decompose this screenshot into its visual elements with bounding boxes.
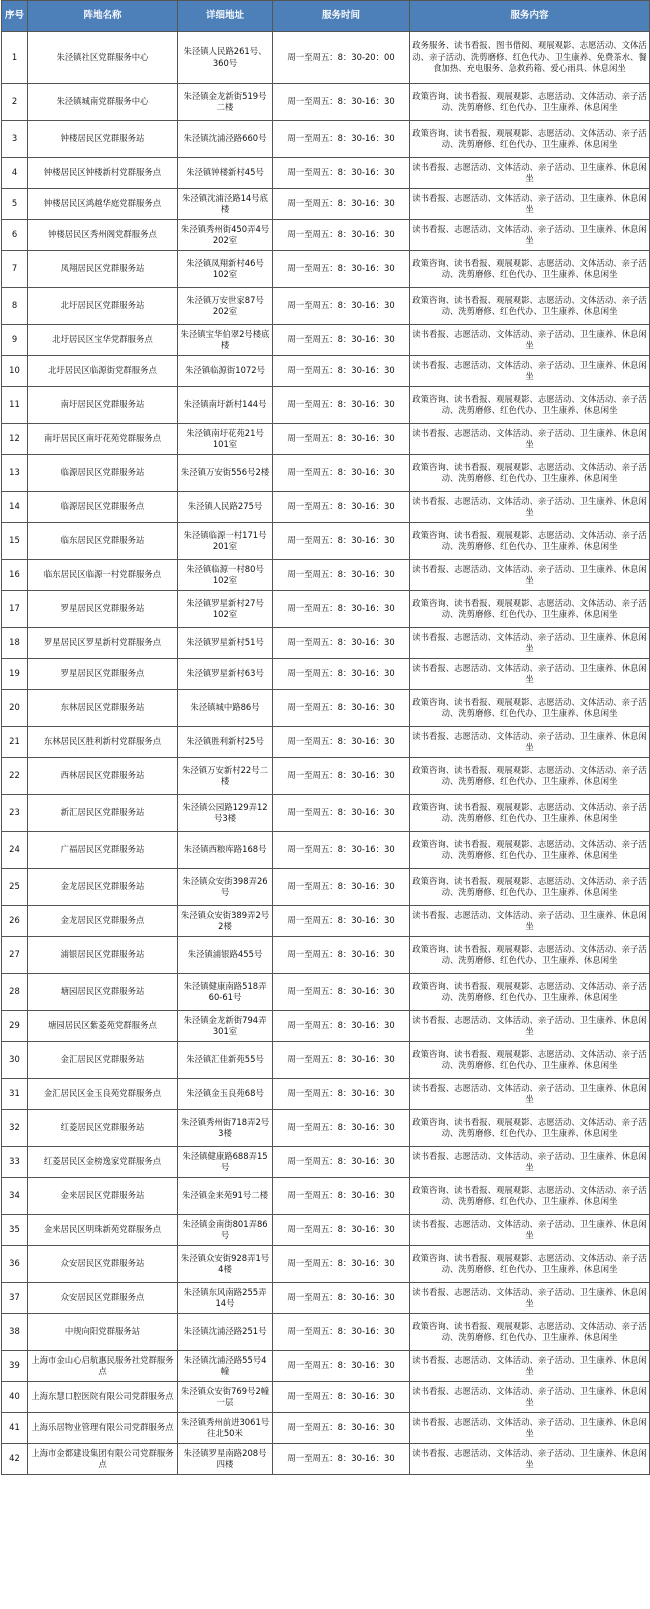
cell-service-content: 政策咨询、读书看报、观展观影、志愿活动、文体活动、亲子活动、洗剪磨修、红色代办、卫生康养、休息闲坐 [410, 1042, 650, 1079]
cell-site-name: 南圩居民区南圩花苑党群服务点 [28, 424, 178, 455]
cell-site-name: 中规向阳党群服务站 [28, 1314, 178, 1351]
cell-service-time: 周一至周五：8：30-16：30 [273, 1079, 410, 1110]
table-row [2, 1079, 650, 1110]
cell-site-name: 红菱居民区金榜逸家党群服务点 [28, 1147, 178, 1178]
cell-index: 11 [2, 387, 28, 424]
cell-service-time: 周一至周五：8：30-16：30 [273, 1178, 410, 1215]
cell-index: 1 [2, 32, 28, 84]
cell-address: 朱泾镇东风南路255弄14号 [178, 1283, 273, 1314]
cell-address: 朱泾镇公园路129弄12号3楼 [178, 795, 273, 832]
table-row [2, 251, 650, 288]
cell-index: 27 [2, 937, 28, 974]
table-row [2, 1283, 650, 1314]
cell-service-time: 周一至周五：8：30-16：30 [273, 1314, 410, 1351]
cell-index: 13 [2, 455, 28, 492]
table-row [2, 158, 650, 189]
cell-service-time: 周一至周五：8：30-16：30 [273, 1011, 410, 1042]
cell-site-name: 临源居民区党群服务点 [28, 492, 178, 523]
cell-index: 22 [2, 758, 28, 795]
cell-service-content: 政策咨询、读书看报、观展观影、志愿活动、文体活动、亲子活动、洗剪磨修、红色代办、卫生康养、休息闲坐 [410, 1246, 650, 1283]
table-row [2, 560, 650, 591]
table-row [2, 84, 650, 121]
cell-service-content: 政策咨询、读书看报、观展观影、志愿活动、文体活动、亲子活动、洗剪磨修、红色代办、卫生康养、休息闲坐 [410, 758, 650, 795]
table-row [2, 1413, 650, 1444]
table-row [2, 1215, 650, 1246]
cell-service-time: 周一至周五：8：30-16：30 [273, 424, 410, 455]
cell-address: 朱泾镇万安街556号2楼 [178, 455, 273, 492]
cell-service-content: 政策咨询、读书看报、观展观影、志愿活动、文体活动、亲子活动、洗剪磨修、红色代办、卫生康养、休息闲坐 [410, 1314, 650, 1351]
cell-service-time: 周一至周五：8：30-16：30 [273, 220, 410, 251]
cell-index: 39 [2, 1351, 28, 1382]
cell-site-name: 钟楼居民区钟楼新村党群服务点 [28, 158, 178, 189]
cell-service-content: 政策咨询、读书看报、观展观影、志愿活动、文体活动、亲子活动、洗剪磨修、红色代办、卫生康养、休息闲坐 [410, 937, 650, 974]
cell-index: 37 [2, 1283, 28, 1314]
cell-service-time: 周一至周五：8：30-16：30 [273, 288, 410, 325]
table-row [2, 937, 650, 974]
table-row [2, 591, 650, 628]
cell-address: 朱泾镇人民路261号、360号 [178, 32, 273, 84]
cell-service-content: 政策咨询、读书看报、观展观影、志愿活动、文体活动、亲子活动、洗剪磨修、红色代办、卫生康养、休息闲坐 [410, 1110, 650, 1147]
cell-site-name: 新汇居民区党群服务站 [28, 795, 178, 832]
cell-site-name: 临源居民区党群服务站 [28, 455, 178, 492]
cell-site-name: 钟楼居民区鸿越华庭党群服务点 [28, 189, 178, 220]
cell-service-time: 周一至周五：8：30-16：30 [273, 455, 410, 492]
cell-service-time: 周一至周五：8：30-16：30 [273, 189, 410, 220]
cell-address: 朱泾镇临源一村171号201室 [178, 523, 273, 560]
cell-site-name: 金汇居民区党群服务站 [28, 1042, 178, 1079]
cell-address: 朱泾镇众安街769号2幢一层 [178, 1382, 273, 1413]
cell-address: 朱泾镇南圩花苑21号101室 [178, 424, 273, 455]
cell-service-time: 周一至周五：8：30-16：30 [273, 1246, 410, 1283]
cell-service-content: 政策咨询、读书看报、观展观影、志愿活动、文体活动、亲子活动、洗剪磨修、红色代办、卫生康养、休息闲坐 [410, 690, 650, 727]
header-address: 详细地址 [178, 1, 273, 32]
cell-service-time: 周一至周五：8：30-16：30 [273, 869, 410, 906]
cell-address: 朱泾镇众安街389弄2号2楼 [178, 906, 273, 937]
cell-service-time: 周一至周五：8：30-16：30 [273, 325, 410, 356]
cell-site-name: 广福居民区党群服务站 [28, 832, 178, 869]
cell-index: 31 [2, 1079, 28, 1110]
cell-address: 朱泾镇西粮库路168号 [178, 832, 273, 869]
table-row [2, 32, 650, 84]
cell-index: 23 [2, 795, 28, 832]
cell-address: 朱泾镇临源街1072号 [178, 356, 273, 387]
cell-site-name: 红菱居民区党群服务站 [28, 1110, 178, 1147]
cell-site-name: 罗星居民区罗星新村党群服务点 [28, 628, 178, 659]
cell-site-name: 凤翔居民区党群服务站 [28, 251, 178, 288]
cell-address: 朱泾镇钟楼新村45号 [178, 158, 273, 189]
service-sites-table [1, 0, 650, 1475]
cell-service-content: 读书看报、志愿活动、文体活动、亲子活动、卫生康养、休息闲坐 [410, 1215, 650, 1246]
cell-service-time: 周一至周五：8：30-16：30 [273, 906, 410, 937]
cell-index: 17 [2, 591, 28, 628]
cell-index: 30 [2, 1042, 28, 1079]
table-row [2, 832, 650, 869]
cell-index: 42 [2, 1444, 28, 1475]
table-row [2, 758, 650, 795]
cell-site-name: 钟楼居民区党群服务站 [28, 121, 178, 158]
cell-site-name: 金来居民区党群服务站 [28, 1178, 178, 1215]
cell-service-time: 周一至周五：8：30-16：30 [273, 1110, 410, 1147]
cell-service-content: 政策咨询、读书看报、观展观影、志愿活动、文体活动、亲子活动、洗剪磨修、红色代办、卫生康养、休息闲坐 [410, 455, 650, 492]
cell-address: 朱泾镇罗星新村51号 [178, 628, 273, 659]
table-row [2, 1444, 650, 1475]
cell-service-content: 读书看报、志愿活动、文体活动、亲子活动、卫生康养、休息闲坐 [410, 628, 650, 659]
cell-service-content: 读书看报、志愿活动、文体活动、亲子活动、卫生康养、休息闲坐 [410, 1147, 650, 1178]
cell-service-content: 读书看报、志愿活动、文体活动、亲子活动、卫生康养、休息闲坐 [410, 189, 650, 220]
cell-service-time: 周一至周五：8：30-16：30 [273, 937, 410, 974]
cell-site-name: 东林居民区胜利新村党群服务点 [28, 727, 178, 758]
table-row [2, 1382, 650, 1413]
cell-service-content: 读书看报、志愿活动、文体活动、亲子活动、卫生康养、休息闲坐 [410, 906, 650, 937]
cell-address: 朱泾镇沈浦泾路55号4幢 [178, 1351, 273, 1382]
cell-site-name: 金汇居民区金玉良苑党群服务点 [28, 1079, 178, 1110]
cell-site-name: 众安居民区党群服务站 [28, 1246, 178, 1283]
cell-service-content: 读书看报、志愿活动、文体活动、亲子活动、卫生康养、休息闲坐 [410, 1079, 650, 1110]
cell-address: 朱泾镇健康路688弄15号 [178, 1147, 273, 1178]
cell-service-content: 读书看报、志愿活动、文体活动、亲子活动、卫生康养、休息闲坐 [410, 158, 650, 189]
cell-service-content: 政策咨询、读书看报、观展观影、志愿活动、文体活动、亲子活动、洗剪磨修、红色代办、卫生康养、休息闲坐 [410, 974, 650, 1011]
cell-address: 朱泾镇秀州街718弄2号3楼 [178, 1110, 273, 1147]
table-row [2, 1042, 650, 1079]
cell-service-time: 周一至周五：8：30-16：30 [273, 591, 410, 628]
cell-index: 28 [2, 974, 28, 1011]
cell-index: 4 [2, 158, 28, 189]
cell-index: 34 [2, 1178, 28, 1215]
cell-site-name: 南圩居民区党群服务站 [28, 387, 178, 424]
cell-service-content: 政策咨询、读书看报、观展观影、志愿活动、文体活动、亲子活动、洗剪磨修、红色代办、卫生康养、休息闲坐 [410, 523, 650, 560]
table-row [2, 455, 650, 492]
table-row [2, 1011, 650, 1042]
cell-service-content: 政策咨询、读书看报、观展观影、志愿活动、文体活动、亲子活动、洗剪磨修、红色代办、卫生康养、休息闲坐 [410, 832, 650, 869]
cell-service-content: 政策咨询、读书看报、观展观影、志愿活动、文体活动、亲子活动、洗剪磨修、红色代办、卫生康养、休息闲坐 [410, 251, 650, 288]
cell-service-time: 周一至周五：8：30-16：30 [273, 523, 410, 560]
cell-site-name: 浦银居民区党群服务站 [28, 937, 178, 974]
table-row [2, 356, 650, 387]
cell-address: 朱泾镇沈浦泾路14号底楼 [178, 189, 273, 220]
cell-service-time: 周一至周五：8：30-16：30 [273, 356, 410, 387]
cell-service-content: 政策咨询、读书看报、观展观影、志愿活动、文体活动、亲子活动、洗剪磨修、红色代办、卫生康养、休息闲坐 [410, 795, 650, 832]
header-site-name: 阵地名称 [28, 1, 178, 32]
cell-address: 朱泾镇人民路275号 [178, 492, 273, 523]
cell-site-name: 罗星居民区党群服务点 [28, 659, 178, 690]
table-row [2, 690, 650, 727]
cell-index: 16 [2, 560, 28, 591]
cell-service-time: 周一至周五：8：30-16：30 [273, 1413, 410, 1444]
table-row [2, 1246, 650, 1283]
cell-service-content: 读书看报、志愿活动、文体活动、亲子活动、卫生康养、休息闲坐 [410, 1413, 650, 1444]
table-row [2, 1110, 650, 1147]
cell-service-content: 政策咨询、读书看报、观展观影、志愿活动、文体活动、亲子活动、洗剪磨修、红色代办、卫生康养、休息闲坐 [410, 869, 650, 906]
table-row [2, 628, 650, 659]
cell-address: 朱泾镇健康南路518弄60-61号 [178, 974, 273, 1011]
cell-address: 朱泾镇金龙新街794弄301室 [178, 1011, 273, 1042]
cell-site-name: 钟楼居民区秀州阁党群服务点 [28, 220, 178, 251]
cell-address: 朱泾镇凤翔新村46号102室 [178, 251, 273, 288]
cell-index: 18 [2, 628, 28, 659]
cell-service-time: 周一至周五：8：30-16：30 [273, 492, 410, 523]
cell-service-content: 政策咨询、读书看报、观展观影、志愿活动、文体活动、亲子活动、洗剪磨修、红色代办、卫生康养、休息闲坐 [410, 591, 650, 628]
cell-service-time: 周一至周五：8：30-16：30 [273, 560, 410, 591]
cell-site-name: 上海东慧口腔医院有限公司党群服务点 [28, 1382, 178, 1413]
cell-site-name: 朱泾镇社区党群服务中心 [28, 32, 178, 84]
cell-address: 朱泾镇秀州前进3061号往北50米 [178, 1413, 273, 1444]
cell-address: 朱泾镇金南街801弄86号 [178, 1215, 273, 1246]
cell-site-name: 众安居民区党群服务点 [28, 1283, 178, 1314]
cell-site-name: 塘园居民区紫菱苑党群服务点 [28, 1011, 178, 1042]
cell-site-name: 上海市金都建设集团有限公司党群服务点 [28, 1444, 178, 1475]
cell-site-name: 朱泾镇城南党群服务中心 [28, 84, 178, 121]
table-row [2, 288, 650, 325]
cell-address: 朱泾镇金龙新街519号二楼 [178, 84, 273, 121]
cell-service-time: 周一至周五：8：30-16：30 [273, 1215, 410, 1246]
table-row [2, 1351, 650, 1382]
cell-index: 21 [2, 727, 28, 758]
cell-index: 36 [2, 1246, 28, 1283]
cell-index: 3 [2, 121, 28, 158]
table-row [2, 387, 650, 424]
cell-service-time: 周一至周五：8：30-16：30 [273, 1382, 410, 1413]
cell-service-content: 读书看报、志愿活动、文体活动、亲子活动、卫生康养、休息闲坐 [410, 1351, 650, 1382]
table-row [2, 325, 650, 356]
cell-service-content: 读书看报、志愿活动、文体活动、亲子活动、卫生康养、休息闲坐 [410, 325, 650, 356]
cell-service-time: 周一至周五：8：30-16：30 [273, 121, 410, 158]
cell-address: 朱泾镇万安世家87号202室 [178, 288, 273, 325]
cell-index: 40 [2, 1382, 28, 1413]
cell-index: 7 [2, 251, 28, 288]
cell-address: 朱泾镇金玉良苑68号 [178, 1079, 273, 1110]
cell-service-time: 周一至周五：8：30-16：30 [273, 1283, 410, 1314]
table-row [2, 1147, 650, 1178]
cell-service-time: 周一至周五：8：30-16：30 [273, 1147, 410, 1178]
table-body [2, 32, 650, 1475]
cell-site-name: 北圩居民区党群服务站 [28, 288, 178, 325]
cell-address: 朱泾镇众安街928弄1号4楼 [178, 1246, 273, 1283]
cell-index: 6 [2, 220, 28, 251]
cell-index: 14 [2, 492, 28, 523]
cell-address: 朱泾镇浦银路455号 [178, 937, 273, 974]
cell-site-name: 罗星居民区党群服务站 [28, 591, 178, 628]
cell-address: 朱泾镇沈浦泾路251号 [178, 1314, 273, 1351]
cell-address: 朱泾镇秀州街450弄4号202室 [178, 220, 273, 251]
cell-index: 9 [2, 325, 28, 356]
cell-site-name: 上海乐居物业管理有限公司党群服务点 [28, 1413, 178, 1444]
cell-service-content: 读书看报、志愿活动、文体活动、亲子活动、卫生康养、休息闲坐 [410, 560, 650, 591]
cell-service-time: 周一至周五：8：30-16：30 [273, 690, 410, 727]
cell-address: 朱泾镇沈浦泾路660号 [178, 121, 273, 158]
cell-index: 10 [2, 356, 28, 387]
cell-service-content: 读书看报、志愿活动、文体活动、亲子活动、卫生康养、休息闲坐 [410, 659, 650, 690]
table-header [2, 1, 650, 32]
cell-service-content: 政策咨询、读书看报、观展观影、志愿活动、文体活动、亲子活动、洗剪磨修、红色代办、卫生康养、休息闲坐 [410, 121, 650, 158]
cell-index: 29 [2, 1011, 28, 1042]
cell-address: 朱泾镇罗星新村27号102室 [178, 591, 273, 628]
cell-address: 朱泾镇罗星南路208号四楼 [178, 1444, 273, 1475]
cell-address: 朱泾镇临源一村80号102室 [178, 560, 273, 591]
cell-index: 38 [2, 1314, 28, 1351]
cell-service-content: 读书看报、志愿活动、文体活动、亲子活动、卫生康养、休息闲坐 [410, 1444, 650, 1475]
cell-service-time: 周一至周五：8：30-16：30 [273, 1042, 410, 1079]
cell-address: 朱泾镇宝华伯翠2号楼底楼 [178, 325, 273, 356]
cell-site-name: 北圩居民区临源街党群服务点 [28, 356, 178, 387]
cell-address: 朱泾镇众安街398弄26号 [178, 869, 273, 906]
cell-index: 32 [2, 1110, 28, 1147]
table-row [2, 906, 650, 937]
cell-service-content: 读书看报、志愿活动、文体活动、亲子活动、卫生康养、休息闲坐 [410, 492, 650, 523]
cell-index: 5 [2, 189, 28, 220]
table-row [2, 869, 650, 906]
cell-index: 35 [2, 1215, 28, 1246]
table-row [2, 220, 650, 251]
cell-service-time: 周一至周五：8：30-16：30 [273, 387, 410, 424]
cell-service-content: 政策咨询、读书看报、观展观影、志愿活动、文体活动、亲子活动、洗剪磨修、红色代办、卫生康养、休息闲坐 [410, 387, 650, 424]
cell-address: 朱泾镇南圩新村144号 [178, 387, 273, 424]
cell-index: 41 [2, 1413, 28, 1444]
cell-service-time: 周一至周五：8：30-16：30 [273, 795, 410, 832]
cell-index: 15 [2, 523, 28, 560]
cell-index: 26 [2, 906, 28, 937]
cell-service-time: 周一至周五：8：30-20：00 [273, 32, 410, 84]
cell-service-time: 周一至周五：8：30-16：30 [273, 158, 410, 189]
cell-site-name: 金来居民区明珠新苑党群服务点 [28, 1215, 178, 1246]
cell-address: 朱泾镇汇佳新苑55号 [178, 1042, 273, 1079]
cell-site-name: 金龙居民区党群服务站 [28, 869, 178, 906]
cell-index: 12 [2, 424, 28, 455]
cell-service-content: 读书看报、志愿活动、文体活动、亲子活动、卫生康养、休息闲坐 [410, 220, 650, 251]
cell-site-name: 西林居民区党群服务站 [28, 758, 178, 795]
cell-service-time: 周一至周五：8：30-16：30 [273, 1444, 410, 1475]
table-row [2, 523, 650, 560]
cell-index: 20 [2, 690, 28, 727]
cell-service-time: 周一至周五：8：30-16：30 [273, 628, 410, 659]
cell-index: 2 [2, 84, 28, 121]
table-row [2, 189, 650, 220]
cell-index: 25 [2, 869, 28, 906]
cell-site-name: 塘园居民区党群服务站 [28, 974, 178, 1011]
cell-site-name: 上海市金山心启航惠民服务社党群服务点 [28, 1351, 178, 1382]
header-service-time: 服务时间 [273, 1, 410, 32]
cell-service-time: 周一至周五：8：30-16：30 [273, 758, 410, 795]
cell-site-name: 北圩居民区宝华党群服务点 [28, 325, 178, 356]
cell-service-time: 周一至周五：8：30-16：30 [273, 251, 410, 288]
table-row [2, 974, 650, 1011]
table-row [2, 1178, 650, 1215]
header-index: 序号 [2, 1, 28, 32]
table-row [2, 121, 650, 158]
table-row [2, 492, 650, 523]
header-service-content: 服务内容 [410, 1, 650, 32]
cell-address: 朱泾镇金来苑91号二楼 [178, 1178, 273, 1215]
cell-index: 8 [2, 288, 28, 325]
table-row [2, 795, 650, 832]
cell-service-content: 政策咨询、读书看报、观展观影、志愿活动、文体活动、亲子活动、洗剪磨修、红色代办、卫生康养、休息闲坐 [410, 288, 650, 325]
cell-service-content: 读书看报、志愿活动、文体活动、亲子活动、卫生康养、休息闲坐 [410, 356, 650, 387]
header-row [2, 1, 650, 32]
cell-address: 朱泾镇万安新村22号二楼 [178, 758, 273, 795]
cell-service-time: 周一至周五：8：30-16：30 [273, 832, 410, 869]
cell-index: 19 [2, 659, 28, 690]
table-row [2, 424, 650, 455]
cell-address: 朱泾镇胜利新村25号 [178, 727, 273, 758]
cell-service-content: 读书看报、志愿活动、文体活动、亲子活动、卫生康养、休息闲坐 [410, 727, 650, 758]
cell-service-time: 周一至周五：8：30-16：30 [273, 727, 410, 758]
cell-site-name: 临东居民区党群服务站 [28, 523, 178, 560]
cell-service-content: 政策咨询、读书看报、观展观影、志愿活动、文体活动、亲子活动、洗剪磨修、红色代办、卫生康养、休息闲坐 [410, 84, 650, 121]
cell-address: 朱泾镇罗星新村63号 [178, 659, 273, 690]
cell-service-content: 政策咨询、读书看报、观展观影、志愿活动、文体活动、亲子活动、洗剪磨修、红色代办、卫生康养、休息闲坐 [410, 1178, 650, 1215]
cell-service-time: 周一至周五：8：30-16：30 [273, 1351, 410, 1382]
cell-site-name: 金龙居民区党群服务点 [28, 906, 178, 937]
cell-address: 朱泾镇城中路86号 [178, 690, 273, 727]
table-row [2, 727, 650, 758]
cell-service-content: 政务服务、读书看报、图书借阅、观展观影、志愿活动、文体活动、亲子活动、洗剪磨修、红色代办、卫生康养、免费茶水、餐食加热、充电服务、急救药箱、爱心雨具、休息闲坐 [410, 32, 650, 84]
table-row [2, 659, 650, 690]
table-row [2, 1314, 650, 1351]
cell-index: 24 [2, 832, 28, 869]
cell-service-content: 读书看报、志愿活动、文体活动、亲子活动、卫生康养、休息闲坐 [410, 1382, 650, 1413]
cell-site-name: 临东居民区临源一村党群服务点 [28, 560, 178, 591]
cell-service-time: 周一至周五：8：30-16：30 [273, 659, 410, 690]
cell-service-content: 读书看报、志愿活动、文体活动、亲子活动、卫生康养、休息闲坐 [410, 424, 650, 455]
cell-site-name: 东林居民区党群服务站 [28, 690, 178, 727]
cell-service-time: 周一至周五：8：30-16：30 [273, 84, 410, 121]
cell-service-content: 读书看报、志愿活动、文体活动、亲子活动、卫生康养、休息闲坐 [410, 1011, 650, 1042]
cell-service-content: 读书看报、志愿活动、文体活动、亲子活动、卫生康养、休息闲坐 [410, 1283, 650, 1314]
cell-service-time: 周一至周五：8：30-16：30 [273, 974, 410, 1011]
cell-index: 33 [2, 1147, 28, 1178]
